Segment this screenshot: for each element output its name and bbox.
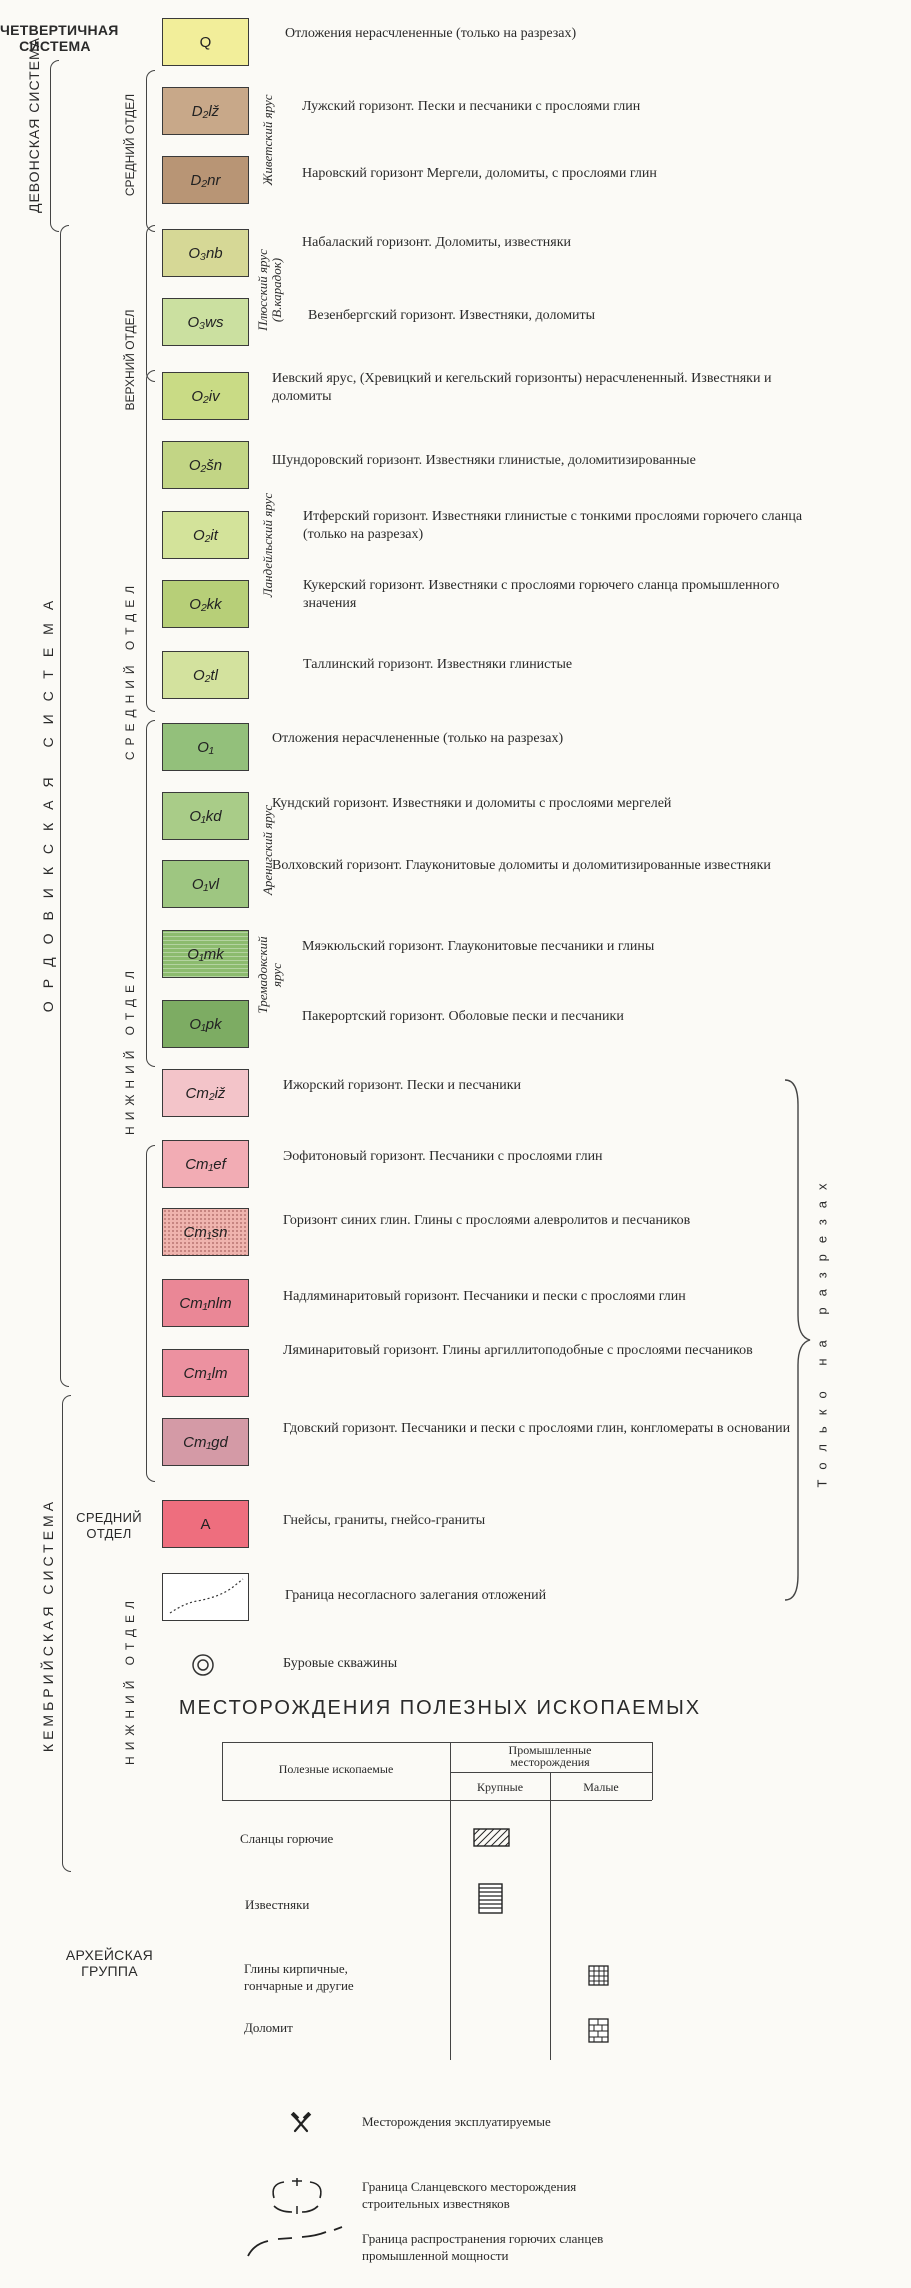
- unit-description: Таллинский горизонт. Известняки глинистые: [303, 657, 573, 672]
- unit-description: Итферский горизонт. Известняки глинистые с тонкими прослоями горючего сланца (только на разрезах): [303, 509, 803, 542]
- bracket-dev-middle: [146, 70, 155, 232]
- unit-description: Шундоровский горизонт. Известняки глинистые, доломитизированные: [272, 453, 696, 468]
- dept-ordovician-middle: СРЕДНИЙ ОТДЕЛ: [123, 579, 137, 761]
- unit-box: [162, 441, 249, 489]
- bracket-ordovician: [60, 225, 69, 1387]
- dept-cambrian-lower: НИЖНИЙ ОТДЕЛ: [123, 1595, 137, 1765]
- unit-description: Гнейсы, граниты, гнейсо-граниты: [283, 1513, 486, 1528]
- unit-box: [162, 298, 249, 346]
- unit-description: Лужский горизонт. Пески и песчаники с прослоями глин: [302, 99, 641, 114]
- legend-slantsy-border: Граница Сланцевского месторождения строительных известняков: [362, 2179, 577, 2211]
- unit-code: O₂tl: [193, 666, 218, 684]
- shale-border-icon: [244, 2226, 354, 2262]
- unit-box: [162, 372, 249, 420]
- dept-cambrian-middle: СРЕДНИЙ ОТДЕЛ: [76, 1510, 142, 1541]
- unit-code: O₁vl: [191, 875, 220, 893]
- unit-box: [162, 930, 249, 978]
- unit-box: [162, 229, 249, 277]
- system-cambrian: КЕМБРИЙСКАЯ СИСТЕМА: [40, 1497, 56, 1753]
- unit-code: O₃nb: [188, 244, 223, 262]
- boreholes-label: Буровые скважины: [283, 1656, 398, 1671]
- unit-description: Горизонт синих глин. Глины с прослоями алевролитов и песчаников: [283, 1213, 691, 1228]
- unit-code: A: [200, 1515, 211, 1533]
- stage-landeil: Ландейльский ярус: [260, 492, 275, 598]
- unit-code: D₂nr: [190, 171, 221, 189]
- unit-box: [162, 87, 249, 135]
- unit-code: D₂lž: [191, 102, 220, 120]
- bracket-ord-middle: [146, 370, 155, 712]
- unit-code: O₁: [197, 738, 214, 756]
- col-small-header: Малые: [583, 1780, 619, 1794]
- stage-tremadok: Тремадокский ярус: [255, 936, 284, 1014]
- legend-shale-border: Граница распространения горючих сланцев промышленной мощности: [362, 2231, 604, 2263]
- unit-description: Набалаский горизонт. Доломиты, известняки: [302, 235, 572, 250]
- hammers-icon: [290, 2112, 314, 2134]
- bracket-ord-upper: [146, 225, 155, 382]
- unconformity-label: Граница несогласного залегания отложений: [285, 1588, 547, 1603]
- unit-code: O₁pk: [189, 1015, 222, 1033]
- unit-box: [162, 1208, 249, 1256]
- unit-description: Отложения нерасчлененные (только на разрезах): [285, 26, 577, 41]
- unit-description: Ижорский горизонт. Пески и песчаники: [283, 1078, 522, 1093]
- dept-ordovician-upper: ВЕРХНИЙ ОТДЕЛ: [123, 309, 137, 411]
- unit-code: O₁mk: [187, 945, 224, 963]
- unit-code: Q: [199, 33, 212, 51]
- limestone-large-icon: [478, 1883, 504, 1915]
- unit-code: Cm₁lm: [183, 1364, 228, 1382]
- deposits-title: МЕСТОРОЖДЕНИЯ ПОЛЕЗНЫХ ИСКОПАЕМЫХ: [178, 1697, 702, 1719]
- shale-large-icon: [473, 1828, 511, 1848]
- row-limestone: Известняки: [245, 1897, 310, 1912]
- unit-description: Кукерский горизонт. Известняки с прослоями горючего сланца промышленного значения: [303, 578, 780, 611]
- unit-box: [162, 1418, 249, 1466]
- unconformity-curve-icon: [165, 1575, 247, 1619]
- row-shale: Сланцы горючие: [240, 1831, 334, 1846]
- unit-box: [162, 792, 249, 840]
- unit-code: O₂iv: [191, 387, 220, 405]
- bracket-cm-lower: [146, 1145, 155, 1482]
- unit-box: [162, 651, 249, 699]
- unit-description: Кундский горизонт. Известняки и доломиты с прослоями мергелей: [272, 796, 672, 811]
- col-industrial-header: Промышленные месторождения: [508, 1743, 592, 1769]
- stage-arenig: Аренигский ярус: [260, 804, 275, 896]
- unit-description: Пакерортский горизонт. Оболовые пески и песчаники: [302, 1009, 624, 1024]
- unit-box: [162, 860, 249, 908]
- legend-exploited: Месторождения эксплуатируемые: [362, 2114, 551, 2129]
- dept-devonian-middle: СРЕДНИЙ ОТДЕЛ: [123, 93, 137, 197]
- stage-zhivet: Живетский ярус: [260, 94, 275, 186]
- unit-description: Отложения нерасчлененные (только на разрезах): [272, 731, 564, 746]
- bracket-ord-lower: [146, 720, 155, 1067]
- slantsy-border-icon: [262, 2176, 342, 2216]
- unit-box: [162, 1069, 249, 1117]
- unit-code: Cm₂iž: [185, 1084, 226, 1102]
- unit-box: [162, 1279, 249, 1327]
- unit-description: Надляминаритовый горизонт. Песчаники и пески с прослоями глин: [283, 1289, 686, 1304]
- unit-code: O₂it: [193, 526, 218, 544]
- row-dolomite: Доломит: [244, 2020, 293, 2035]
- unit-box: [162, 580, 249, 628]
- unit-box: [162, 18, 249, 66]
- borehole-icon: [190, 1652, 216, 1678]
- unit-code: O₁kd: [189, 807, 222, 825]
- side-note-only-sections: Только на разрезах: [814, 1172, 830, 1488]
- bracket-devonian: [50, 60, 59, 232]
- system-ordovician: ОРДОВИКСКАЯ СИСТЕМА: [40, 587, 56, 1013]
- unit-description: Гдовский горизонт. Песчаники и пески с прослоями глин, конгломераты в основании: [283, 1421, 791, 1436]
- unit-box: [162, 156, 249, 204]
- unit-description: Мяэкюльский горизонт. Глауконитовые песчаники и глины: [302, 939, 655, 954]
- unit-description: Ляминаритовый горизонт. Глины аргиллитоподобные с прослоями песчаников: [283, 1343, 753, 1358]
- unconformity-symbol: [162, 1573, 249, 1621]
- col-mineral-header: Полезные ископаемые: [278, 1762, 394, 1776]
- unit-description: Волховский горизонт. Глауконитовые доломиты и доломитизированные известняки: [272, 858, 771, 873]
- system-quaternary: ЧЕТВЕРТИЧНАЯ СИСТЕМА: [0, 22, 119, 54]
- row-clays: Глины кирпичные, гончарные и другие: [244, 1961, 354, 1993]
- unit-code: Cm₁ef: [185, 1155, 226, 1173]
- unit-code: Cm₁nlm: [179, 1294, 232, 1312]
- dolomite-small-icon: [588, 2018, 610, 2044]
- unit-box: [162, 723, 249, 771]
- unit-description: Везенбергский горизонт. Известняки, доломиты: [308, 308, 596, 323]
- system-archean: АРХЕЙСКАЯ ГРУППА: [65, 1947, 154, 1979]
- unit-code: Cm₁gd: [183, 1433, 228, 1451]
- unit-description: Иевский ярус, (Хревицкий и кегельский горизонты) нерасчлененный. Известняки и доломиты: [272, 371, 772, 404]
- unit-box: [162, 1500, 249, 1548]
- unit-code: Cm₁sn: [183, 1223, 228, 1241]
- unit-description: Наровский горизонт Мергели, доломиты, с прослоями глин: [302, 166, 657, 181]
- unit-box: [162, 511, 249, 559]
- unit-box: [162, 1140, 249, 1188]
- system-devonian: ДЕВОНСКАЯ СИСТЕМА: [26, 36, 42, 214]
- unit-code: O₂šn: [188, 456, 223, 474]
- unit-box: [162, 1349, 249, 1397]
- unit-code: O₂kk: [189, 595, 222, 613]
- bracket-cambrian: [62, 1395, 71, 1872]
- dept-ordovician-lower: НИЖНИЙ ОТДЕЛ: [123, 965, 137, 1135]
- unit-code: O₃ws: [187, 313, 224, 331]
- clay-small-icon: [588, 1965, 610, 1987]
- stage-plyus: Плюсский ярус (В.карадок): [255, 249, 284, 331]
- unit-box: [162, 1000, 249, 1048]
- unit-description: Эофитоновый горизонт. Песчаники с прослоями глин: [283, 1149, 603, 1164]
- col-large-header: Крупные: [476, 1780, 524, 1794]
